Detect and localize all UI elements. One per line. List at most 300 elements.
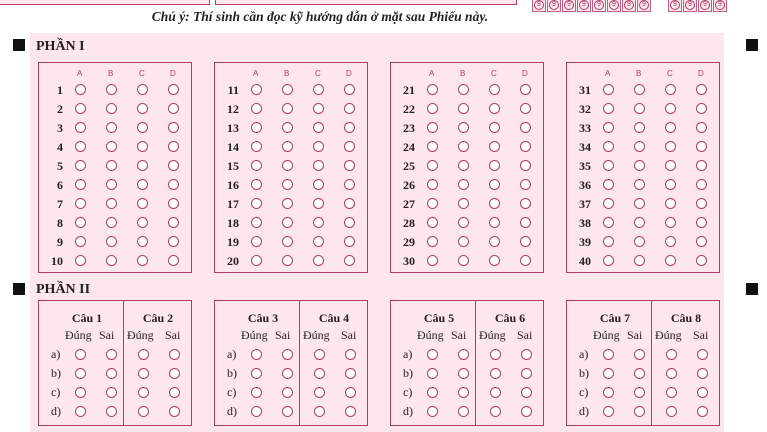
answer-bubble[interactable] [313, 217, 324, 228]
question-title: Câu 4 [318, 311, 350, 325]
digit-bubble[interactable]: 9 [685, 0, 695, 10]
row-label: d) [227, 404, 237, 418]
answer-bubble[interactable] [251, 141, 262, 152]
question-title: Câu 2 [142, 311, 174, 325]
question-number: 21 [403, 83, 415, 97]
answer-bubble[interactable] [314, 406, 325, 417]
answer-bubble[interactable] [489, 236, 500, 247]
row-label: b) [579, 366, 589, 380]
answer-bubble[interactable] [168, 141, 179, 152]
answer-bubble[interactable] [489, 198, 500, 209]
sub-header: Đúng [479, 328, 506, 342]
answer-bubble[interactable] [458, 160, 469, 171]
answer-bubble[interactable] [427, 406, 438, 417]
digit-cell [562, 0, 576, 12]
answer-bubble[interactable] [665, 141, 676, 152]
answer-bubble[interactable] [521, 406, 532, 417]
answer-bubble[interactable] [313, 103, 324, 114]
answer-bubble[interactable] [603, 141, 614, 152]
part1-title: PHẦN I [36, 39, 85, 54]
answer-bubble[interactable] [75, 349, 86, 360]
answer-bubble[interactable] [634, 387, 645, 398]
choice-header: D [522, 69, 528, 78]
digit-bubble[interactable]: 9 [609, 0, 619, 10]
answer-bubble[interactable] [282, 349, 293, 360]
question-number: 40 [579, 254, 591, 268]
answer-bubble[interactable] [282, 179, 293, 190]
answer-bubble[interactable] [520, 84, 531, 95]
answer-bubble[interactable] [427, 160, 438, 171]
answer-bubble[interactable] [696, 198, 707, 209]
answer-bubble[interactable] [665, 179, 676, 190]
answer-bubble[interactable] [313, 198, 324, 209]
answer-bubble[interactable] [665, 103, 676, 114]
alignment-marker [13, 283, 25, 295]
answer-bubble[interactable] [282, 160, 293, 171]
answer-bubble[interactable] [314, 349, 325, 360]
question-number: 23 [403, 121, 415, 135]
answer-bubble[interactable] [458, 122, 469, 133]
answer-bubble[interactable] [344, 255, 355, 266]
answer-bubble[interactable] [282, 141, 293, 152]
choice-header: B [636, 69, 642, 78]
answer-bubble[interactable] [458, 255, 469, 266]
answer-bubble[interactable] [634, 141, 645, 152]
question-number: 7 [57, 197, 63, 211]
answer-bubble[interactable] [521, 368, 532, 379]
answer-bubble[interactable] [427, 122, 438, 133]
answer-bubble[interactable] [313, 255, 324, 266]
answer-bubble[interactable] [490, 406, 501, 417]
answer-bubble[interactable] [251, 406, 262, 417]
answer-bubble[interactable] [344, 160, 355, 171]
answer-bubble[interactable] [520, 122, 531, 133]
answer-bubble[interactable] [489, 122, 500, 133]
answer-bubble[interactable] [665, 160, 676, 171]
answer-bubble[interactable] [520, 236, 531, 247]
answer-bubble[interactable] [251, 160, 262, 171]
answer-bubble[interactable] [696, 122, 707, 133]
sub-header: Đúng [417, 328, 444, 342]
answer-bubble[interactable] [427, 349, 438, 360]
answer-bubble[interactable] [344, 179, 355, 190]
choice-header: A [77, 69, 83, 78]
answer-bubble[interactable] [75, 406, 86, 417]
answer-bubble[interactable] [344, 141, 355, 152]
answer-bubble[interactable] [697, 406, 708, 417]
answer-bubble[interactable] [138, 406, 149, 417]
answer-bubble[interactable] [665, 198, 676, 209]
answer-bubble[interactable] [106, 406, 117, 417]
answer-bubble[interactable] [137, 122, 148, 133]
answer-bubble[interactable] [137, 179, 148, 190]
question-number: 6 [57, 178, 63, 192]
answer-bubble[interactable] [696, 160, 707, 171]
answer-bubble[interactable] [282, 406, 293, 417]
digit-bubble[interactable]: 9 [670, 0, 680, 10]
digit-cell [547, 0, 561, 12]
answer-bubble[interactable] [666, 368, 677, 379]
answer-bubble[interactable] [137, 103, 148, 114]
answer-bubble[interactable] [106, 103, 117, 114]
answer-bubble[interactable] [251, 103, 262, 114]
answer-bubble[interactable] [75, 179, 86, 190]
choice-header: B [460, 69, 466, 78]
answer-bubble[interactable] [313, 160, 324, 171]
answer-bubble[interactable] [75, 387, 86, 398]
answer-bubble[interactable] [696, 179, 707, 190]
answer-bubble[interactable] [344, 84, 355, 95]
digit-cell [592, 0, 606, 12]
answer-bubble[interactable] [603, 103, 614, 114]
part2-title: PHẦN II [36, 282, 91, 297]
answer-bubble[interactable] [490, 387, 501, 398]
answer-bubble[interactable] [75, 84, 86, 95]
answer-bubble[interactable] [168, 122, 179, 133]
digit-bubble[interactable]: 9 [549, 0, 559, 10]
answer-bubble[interactable] [458, 141, 469, 152]
answer-bubble[interactable] [251, 217, 262, 228]
sub-header: Đúng [241, 328, 268, 342]
answer-bubble[interactable] [282, 255, 293, 266]
answer-bubble[interactable] [521, 387, 532, 398]
question-number: 33 [579, 121, 591, 135]
question-number: 15 [227, 159, 239, 173]
sub-header: Sai [517, 328, 533, 342]
answer-bubble[interactable] [106, 84, 117, 95]
answer-bubble[interactable] [520, 198, 531, 209]
answer-bubble[interactable] [603, 255, 614, 266]
answer-bubble[interactable] [168, 236, 179, 247]
answer-bubble[interactable] [137, 160, 148, 171]
answer-bubble[interactable] [251, 368, 262, 379]
answer-bubble[interactable] [458, 217, 469, 228]
question-title: Câu 7 [599, 311, 631, 325]
answer-bubble[interactable] [634, 406, 645, 417]
answer-bubble[interactable] [251, 255, 262, 266]
answer-bubble[interactable] [665, 122, 676, 133]
answer-bubble[interactable] [697, 349, 708, 360]
answer-bubble[interactable] [427, 217, 438, 228]
answer-bubble[interactable] [106, 198, 117, 209]
answer-bubble[interactable] [520, 217, 531, 228]
answer-bubble[interactable] [696, 84, 707, 95]
answer-bubble[interactable] [696, 141, 707, 152]
sub-header: Đúng [65, 328, 92, 342]
digit-bubble[interactable]: 9 [624, 0, 634, 10]
answer-bubble[interactable] [696, 236, 707, 247]
part1-block [566, 62, 720, 273]
answer-bubble[interactable] [168, 198, 179, 209]
answer-bubble[interactable] [489, 179, 500, 190]
part2-divider [475, 301, 476, 425]
answer-bubble[interactable] [251, 179, 262, 190]
answer-bubble[interactable] [427, 84, 438, 95]
row-label: c) [51, 385, 61, 399]
digit-bubble[interactable]: 9 [579, 0, 589, 10]
answer-bubble[interactable] [251, 236, 262, 247]
answer-bubble[interactable] [634, 103, 645, 114]
question-number: 5 [57, 159, 63, 173]
answer-bubble[interactable] [603, 368, 614, 379]
choice-header: C [491, 69, 497, 78]
answer-bubble[interactable] [490, 368, 501, 379]
answer-bubble[interactable] [489, 217, 500, 228]
answer-bubble[interactable] [282, 236, 293, 247]
answer-bubble[interactable] [489, 160, 500, 171]
question-title: Câu 5 [423, 311, 455, 325]
answer-bubble[interactable] [427, 179, 438, 190]
answer-bubble[interactable] [106, 236, 117, 247]
answer-bubble[interactable] [520, 255, 531, 266]
answer-bubble[interactable] [489, 255, 500, 266]
answer-bubble[interactable] [458, 198, 469, 209]
answer-bubble[interactable] [282, 103, 293, 114]
question-number: 25 [403, 159, 415, 173]
choice-header: B [108, 69, 114, 78]
answer-bubble[interactable] [137, 217, 148, 228]
answer-bubble[interactable] [427, 141, 438, 152]
answer-bubble[interactable] [634, 349, 645, 360]
answer-bubble[interactable] [603, 84, 614, 95]
answer-bubble[interactable] [458, 387, 469, 398]
choice-header: A [429, 69, 435, 78]
answer-bubble[interactable] [106, 217, 117, 228]
answer-bubble[interactable] [75, 255, 86, 266]
sub-header: Sai [627, 328, 643, 342]
answer-bubble[interactable] [168, 255, 179, 266]
answer-bubble[interactable] [251, 387, 262, 398]
notice-text: Chú ý: Thí sinh cần đọc kỹ hướng dẫn ở mặt sau Phiếu này. [151, 9, 489, 24]
answer-bubble[interactable] [427, 198, 438, 209]
answer-bubble[interactable] [603, 406, 614, 417]
answer-bubble[interactable] [138, 387, 149, 398]
alignment-marker [13, 39, 25, 51]
digit-bubble[interactable]: 9 [564, 0, 574, 10]
answer-bubble[interactable] [489, 84, 500, 95]
answer-bubble[interactable] [106, 368, 117, 379]
answer-bubble[interactable] [169, 368, 180, 379]
answer-bubble[interactable] [634, 122, 645, 133]
answer-bubble[interactable] [666, 349, 677, 360]
digit-bubble[interactable]: 9 [594, 0, 604, 10]
answer-bubble[interactable] [75, 198, 86, 209]
answer-bubble[interactable] [666, 406, 677, 417]
answer-bubble[interactable] [344, 122, 355, 133]
answer-bubble[interactable] [313, 179, 324, 190]
answer-bubble[interactable] [138, 349, 149, 360]
answer-bubble[interactable] [137, 84, 148, 95]
answer-bubble[interactable] [106, 160, 117, 171]
answer-bubble[interactable] [251, 198, 262, 209]
sub-header: Đúng [655, 328, 682, 342]
answer-bubble[interactable] [603, 179, 614, 190]
answer-bubble[interactable] [520, 160, 531, 171]
answer-bubble[interactable] [282, 217, 293, 228]
row-label: c) [579, 385, 589, 399]
answer-bubble[interactable] [666, 387, 677, 398]
answer-bubble[interactable] [603, 236, 614, 247]
answer-bubble[interactable] [106, 349, 117, 360]
answer-bubble[interactable] [314, 387, 325, 398]
answer-bubble[interactable] [282, 387, 293, 398]
answer-bubble[interactable] [75, 141, 86, 152]
answer-bubble[interactable] [665, 236, 676, 247]
answer-bubble[interactable] [251, 84, 262, 95]
answer-bubble[interactable] [697, 368, 708, 379]
answer-bubble[interactable] [634, 236, 645, 247]
digit-bubble[interactable]: 9 [700, 0, 710, 10]
answer-bubble[interactable] [634, 179, 645, 190]
answer-bubble[interactable] [75, 103, 86, 114]
answer-bubble[interactable] [75, 122, 86, 133]
answer-bubble[interactable] [520, 103, 531, 114]
answer-bubble[interactable] [168, 84, 179, 95]
answer-bubble[interactable] [251, 349, 262, 360]
answer-bubble[interactable] [458, 368, 469, 379]
answer-bubble[interactable] [282, 198, 293, 209]
answer-bubble[interactable] [344, 198, 355, 209]
row-label: a) [51, 347, 61, 361]
answer-bubble[interactable] [458, 349, 469, 360]
answer-bubble[interactable] [106, 179, 117, 190]
sub-header: Đúng [593, 328, 620, 342]
answer-bubble[interactable] [427, 236, 438, 247]
answer-bubble[interactable] [665, 255, 676, 266]
answer-bubble[interactable] [75, 368, 86, 379]
answer-bubble[interactable] [106, 122, 117, 133]
answer-bubble[interactable] [169, 387, 180, 398]
answer-bubble[interactable] [520, 179, 531, 190]
answer-bubble[interactable] [168, 179, 179, 190]
answer-bubble[interactable] [603, 160, 614, 171]
answer-bubble[interactable] [106, 387, 117, 398]
answer-bubble[interactable] [634, 198, 645, 209]
answer-bubble[interactable] [106, 255, 117, 266]
answer-bubble[interactable] [520, 141, 531, 152]
answer-bubble[interactable] [344, 217, 355, 228]
answer-bubble[interactable] [634, 255, 645, 266]
question-number: 9 [57, 235, 63, 249]
answer-bubble[interactable] [603, 349, 614, 360]
alignment-marker [746, 283, 758, 295]
choice-header: C [315, 69, 321, 78]
digit-bubble[interactable]: 9 [534, 0, 544, 10]
answer-bubble[interactable] [313, 84, 324, 95]
answer-bubble[interactable] [169, 349, 180, 360]
answer-bubble[interactable] [665, 84, 676, 95]
question-number: 31 [579, 83, 591, 97]
answer-bubble[interactable] [106, 141, 117, 152]
answer-bubble[interactable] [489, 103, 500, 114]
choice-header: B [284, 69, 290, 78]
question-number: 12 [227, 102, 239, 116]
answer-bubble[interactable] [427, 368, 438, 379]
answer-bubble[interactable] [603, 217, 614, 228]
answer-bubble[interactable] [634, 368, 645, 379]
answer-bubble[interactable] [458, 406, 469, 417]
row-label: c) [227, 385, 237, 399]
answer-bubble[interactable] [313, 141, 324, 152]
answer-bubble[interactable] [75, 236, 86, 247]
digit-cell [607, 0, 621, 12]
answer-bubble[interactable] [458, 236, 469, 247]
answer-bubble[interactable] [603, 198, 614, 209]
digit-row-a [532, 0, 651, 12]
top-strip [0, 0, 767, 32]
answer-bubble[interactable] [458, 179, 469, 190]
answer-bubble[interactable] [313, 122, 324, 133]
answer-bubble[interactable] [345, 406, 356, 417]
answer-bubble[interactable] [603, 122, 614, 133]
choice-header: A [253, 69, 259, 78]
answer-bubble[interactable] [345, 349, 356, 360]
answer-bubble[interactable] [634, 84, 645, 95]
digit-bubble[interactable]: 9 [639, 0, 649, 10]
answer-bubble[interactable] [696, 255, 707, 266]
answer-bubble[interactable] [634, 217, 645, 228]
answer-bubble[interactable] [344, 103, 355, 114]
answer-bubble[interactable] [314, 368, 325, 379]
answer-bubble[interactable] [521, 349, 532, 360]
answer-bubble[interactable] [665, 217, 676, 228]
answer-bubble[interactable] [137, 236, 148, 247]
answer-bubble[interactable] [489, 141, 500, 152]
question-number: 30 [403, 254, 415, 268]
question-number: 27 [403, 197, 415, 211]
answer-bubble[interactable] [427, 103, 438, 114]
answer-bubble[interactable] [490, 349, 501, 360]
answer-bubble[interactable] [282, 122, 293, 133]
sub-header: Đúng [127, 328, 154, 342]
answer-bubble[interactable] [458, 84, 469, 95]
answer-bubble[interactable] [75, 160, 86, 171]
answer-bubble[interactable] [169, 406, 180, 417]
answer-bubble[interactable] [313, 236, 324, 247]
answer-bubble[interactable] [696, 217, 707, 228]
answer-bubble[interactable] [137, 141, 148, 152]
answer-bubble[interactable] [696, 103, 707, 114]
answer-bubble[interactable] [251, 122, 262, 133]
answer-bubble[interactable] [282, 368, 293, 379]
question-number: 8 [57, 216, 63, 230]
answer-bubble[interactable] [345, 368, 356, 379]
answer-bubble[interactable] [634, 160, 645, 171]
answer-bubble[interactable] [137, 255, 148, 266]
answer-bubble[interactable] [282, 84, 293, 95]
digit-cell [713, 0, 727, 12]
question-number: 32 [579, 102, 591, 116]
answer-bubble[interactable] [697, 387, 708, 398]
top-box-middle [215, 0, 517, 5]
alignment-marker [746, 39, 758, 51]
answer-bubble[interactable] [168, 160, 179, 171]
answer-bubble[interactable] [75, 217, 86, 228]
answer-bubble[interactable] [603, 387, 614, 398]
row-label: d) [403, 404, 413, 418]
answer-bubble[interactable] [137, 198, 148, 209]
answer-bubble[interactable] [344, 236, 355, 247]
answer-bubble[interactable] [427, 387, 438, 398]
row-label: a) [579, 347, 589, 361]
answer-bubble[interactable] [458, 103, 469, 114]
answer-bubble[interactable] [427, 255, 438, 266]
answer-bubble[interactable] [168, 217, 179, 228]
digit-bubble[interactable]: 9 [715, 0, 725, 10]
answer-bubble[interactable] [345, 387, 356, 398]
answer-bubble[interactable] [168, 103, 179, 114]
answer-bubble[interactable] [138, 368, 149, 379]
